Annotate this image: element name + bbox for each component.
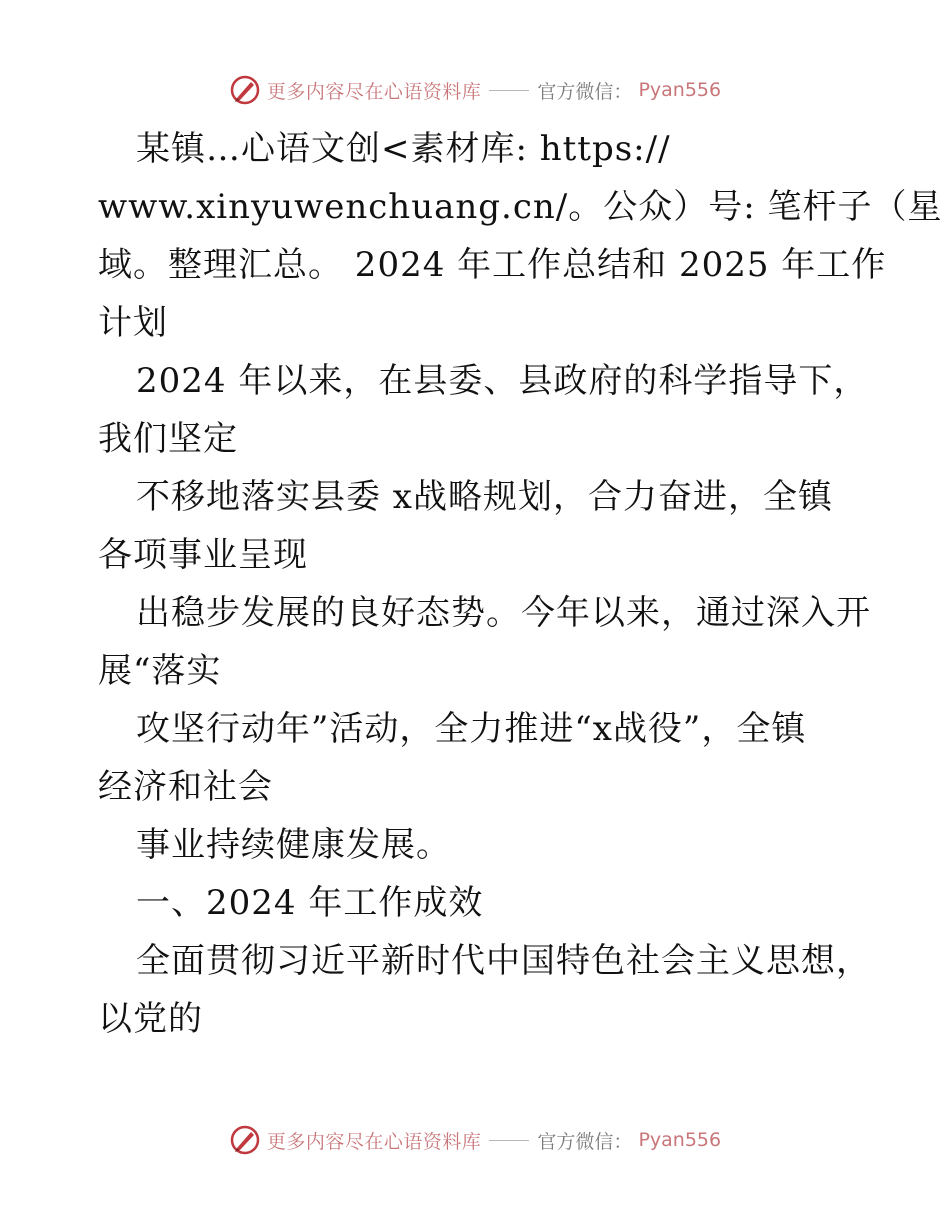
text-line: 全面贯彻习近平新时代中国特色社会主义思想， bbox=[136, 941, 871, 981]
watermark-divider bbox=[489, 1140, 529, 1141]
text-line: 2024 年以来，在县委、县政府的科学指导下， bbox=[136, 361, 869, 401]
text-line: 各项事业呈现 bbox=[98, 535, 308, 575]
text-line: 经济和社会 bbox=[98, 767, 273, 807]
text-line: 展“落实 bbox=[98, 651, 222, 691]
text-line: 攻坚行动年”活动，全力推进“x战役”，全镇 bbox=[136, 709, 807, 749]
watermark-slogan: 更多内容尽在心语资料库 bbox=[266, 1130, 482, 1153]
footer-watermark bbox=[0, 1120, 950, 1160]
text-line: 我们坚定 bbox=[98, 419, 238, 459]
watermark-brand: 官方微信： bbox=[537, 1130, 633, 1153]
text-line: 域。整理汇总。 2024 年工作总结和 2025 年工作 bbox=[98, 245, 887, 285]
document-body bbox=[98, 120, 943, 1048]
header-watermark bbox=[0, 70, 950, 110]
text-line: 以党的 bbox=[98, 999, 203, 1039]
quill-logo-icon bbox=[229, 74, 261, 106]
text-line: www.xinyuwenchuang.cn/。公众）号: 笔杆子（星 bbox=[98, 187, 943, 227]
text-line: 某镇…心语文创<素材库: https:// bbox=[136, 129, 671, 169]
text-line: 不移地落实县委 x战略规划，合力奋进，全镇 bbox=[136, 477, 833, 517]
watermark-divider bbox=[489, 90, 529, 91]
watermark-brand: 官方微信： bbox=[537, 80, 633, 103]
quill-logo-icon bbox=[229, 1124, 261, 1156]
text-line: 计划 bbox=[98, 303, 168, 343]
watermark-slogan: 更多内容尽在心语资料库 bbox=[266, 80, 482, 103]
text-line: 事业持续健康发展。 bbox=[136, 825, 451, 865]
watermark-wechat-id: Pyan556 bbox=[638, 1129, 722, 1151]
text-line: 出稳步发展的良好态势。今年以来，通过深入开 bbox=[136, 593, 871, 633]
watermark-wechat-id: Pyan556 bbox=[638, 79, 722, 101]
section-heading: 一、2024 年工作成效 bbox=[136, 883, 484, 923]
